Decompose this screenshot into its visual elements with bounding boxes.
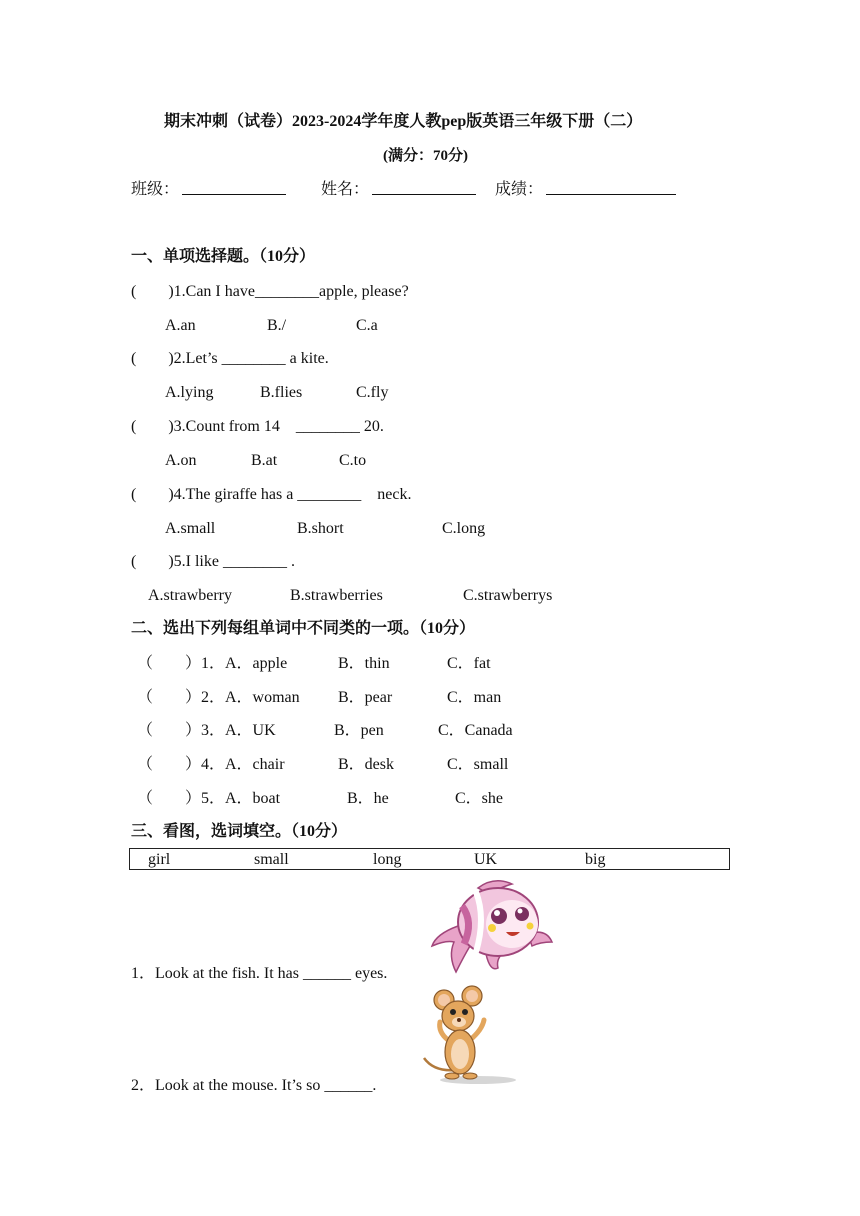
option-b: B．thin bbox=[338, 655, 390, 672]
option-c: C．she bbox=[455, 790, 504, 807]
question-stem: ( )1.Can I have________apple, please? bbox=[131, 283, 409, 300]
question-stem: ( )4.The giraffe has a ________ neck. bbox=[131, 486, 412, 503]
fish-illustration bbox=[428, 876, 554, 976]
option-b: B．desk bbox=[338, 756, 395, 773]
option-a: A.strawberry bbox=[148, 587, 232, 604]
class-label: 班级： bbox=[131, 181, 180, 198]
name-blank[interactable] bbox=[372, 180, 476, 195]
question-stem: ( )3.Count from 14 ________ 20. bbox=[131, 418, 384, 435]
question-stem: ( )5.I like ________ . bbox=[131, 553, 295, 570]
option-a: A.small bbox=[165, 520, 216, 537]
page-title: 期末冲刺（试卷）2023-2024学年度人教pep版英语三年级下册（二） bbox=[164, 113, 643, 130]
word-bank bbox=[129, 848, 730, 870]
question-row: （ ）2．A．woman bbox=[137, 689, 300, 706]
option-b: B./ bbox=[267, 317, 287, 334]
option-c: C．small bbox=[447, 756, 509, 773]
section2-heading: 二、选出下列每组单词中不同类的一项。（10分） bbox=[131, 620, 476, 637]
section1-heading: 一、单项选择题。（10分） bbox=[131, 248, 316, 265]
option-b: B．pear bbox=[338, 689, 393, 706]
option-a: A.on bbox=[165, 452, 197, 469]
option-b: B．he bbox=[347, 790, 389, 807]
question-stem: ( )2.Let’s ________ a kite. bbox=[131, 350, 329, 367]
name-label: 姓名： bbox=[321, 181, 370, 198]
option-b: B.flies bbox=[260, 384, 303, 401]
word-bank-item: long bbox=[373, 851, 402, 868]
option-a: A.an bbox=[165, 317, 196, 334]
sentence-fish: 1．Look at the fish. It has ______ eyes. bbox=[131, 965, 388, 982]
option-c: C．fat bbox=[447, 655, 491, 672]
option-b: B.short bbox=[297, 520, 344, 537]
word-bank-item: girl bbox=[148, 851, 171, 868]
option-a: A.lying bbox=[165, 384, 214, 401]
option-c: C.fly bbox=[356, 384, 389, 401]
option-c: C.strawberrys bbox=[463, 587, 553, 604]
word-bank-item: small bbox=[254, 851, 289, 868]
question-row: （ ）5．A．boat bbox=[137, 790, 281, 807]
question-row: （ ）1．A．apple bbox=[137, 655, 288, 672]
mouse-illustration bbox=[420, 984, 524, 1088]
section3-heading: 三、看图，选词填空。（10分） bbox=[131, 823, 348, 840]
class-blank[interactable] bbox=[182, 180, 286, 195]
option-b: B．pen bbox=[334, 722, 384, 739]
grade-label: 成绩： bbox=[495, 181, 544, 198]
score-total: (满分：70分) bbox=[383, 148, 468, 164]
option-c: C．Canada bbox=[438, 722, 513, 739]
option-c: C.a bbox=[356, 317, 378, 334]
question-row: （ ）3．A．UK bbox=[137, 722, 276, 739]
grade-blank[interactable] bbox=[546, 180, 676, 195]
option-c: C.long bbox=[442, 520, 486, 537]
option-b: B.at bbox=[251, 452, 278, 469]
option-b: B.strawberries bbox=[290, 587, 383, 604]
sentence-mouse: 2．Look at the mouse. It’s so ______. bbox=[131, 1077, 377, 1094]
word-bank-item: big bbox=[585, 851, 606, 868]
word-bank-item: UK bbox=[474, 851, 498, 868]
option-c: C．man bbox=[447, 689, 502, 706]
question-row: （ ）4．A．chair bbox=[137, 756, 285, 773]
option-c: C.to bbox=[339, 452, 367, 469]
